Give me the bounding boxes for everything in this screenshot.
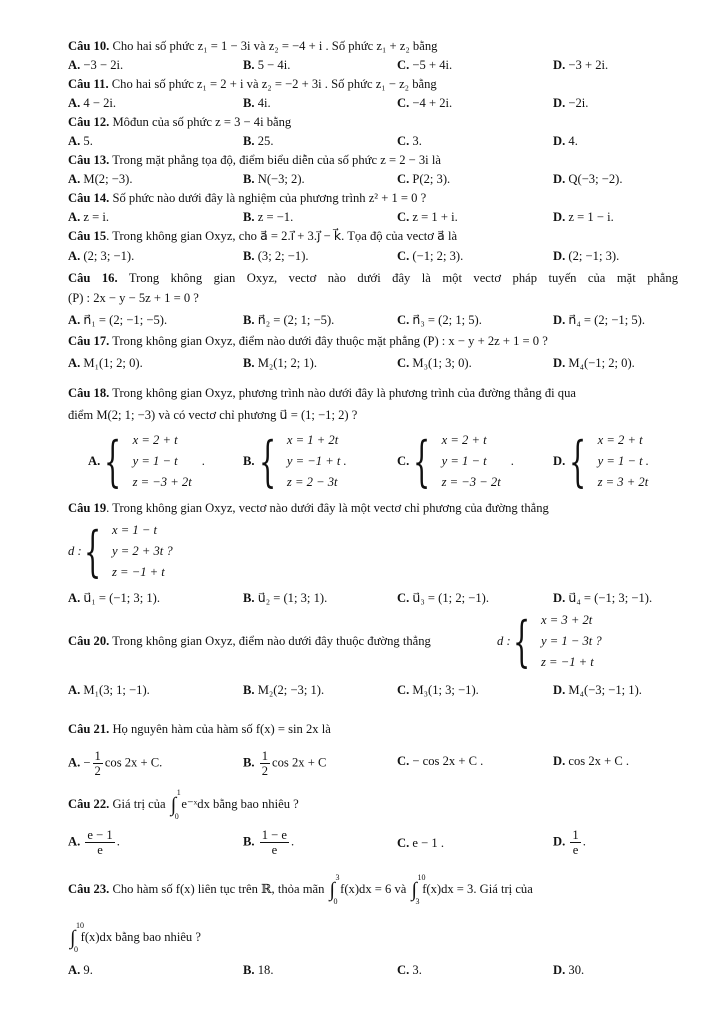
option-d[interactable]: D. n⃗₄ = (2; −1; 5). <box>553 313 646 327</box>
option-d[interactable]: D. z = 1 − i. <box>553 210 614 224</box>
options-row <box>0 95 725 112</box>
option-b[interactable]: B. n⃗₂ = (2; 1; −5). <box>243 313 335 327</box>
options-row <box>0 312 725 329</box>
integral-sign: ∫ 1 0 <box>170 788 181 821</box>
option-a[interactable]: A. 9. <box>68 963 93 977</box>
question-23-line2: ∫ 10 0 f(x)dx bằng bao nhiêu ? <box>70 921 201 954</box>
question-text: Trong mặt phẳng tọa độ, điểm biểu diễn của số phức z = 2 − 3i là <box>112 153 441 167</box>
options-row <box>0 826 725 862</box>
option-d[interactable]: D. 30. <box>553 963 585 977</box>
option-c[interactable]: C. P(2; 3). <box>397 172 451 186</box>
options-row <box>0 682 725 699</box>
integral-sign: ∫ 3 0 <box>329 873 340 906</box>
question-text: Trong không gian Oxyz, điểm nào dưới đây thuộc đường thẳng <box>112 634 431 648</box>
question-label: Câu 22. <box>68 796 110 811</box>
options-row <box>0 355 725 372</box>
options-row <box>0 171 725 188</box>
option-c[interactable]: C. 3. <box>397 134 422 148</box>
option-a[interactable]: A. 5. <box>68 134 93 148</box>
option-a[interactable]: A. (2; 3; −1). <box>68 249 135 263</box>
option-d[interactable]: D. u⃗₄ = (−1; 3; −1). <box>553 591 653 605</box>
question-label: Câu 15 <box>68 229 107 243</box>
question-19 <box>68 500 678 517</box>
options-row <box>0 57 725 74</box>
options-row <box>0 746 725 780</box>
option-d[interactable]: D. (2; −1; 3). <box>553 249 620 263</box>
question-label: Câu 11. <box>68 77 109 91</box>
question-label: Câu 16. <box>68 271 118 285</box>
option-c[interactable]: C. 3. <box>397 963 422 977</box>
question-22: Câu 22. Giá trị của ∫ 1 0 e⁻ˣdx bằng bao nhiêu ? <box>68 788 299 821</box>
option-b[interactable]: B. N(−3; 2). <box>243 172 305 186</box>
option-d[interactable]: D. 4. <box>553 134 578 148</box>
question-label: Câu 12. <box>68 115 110 129</box>
options-row <box>0 590 725 607</box>
question-label: Câu 13. <box>68 153 110 167</box>
option-c[interactable]: C. u⃗₃ = (1; 2; −1). <box>397 591 490 605</box>
question-17 <box>68 333 678 350</box>
option-b[interactable]: B. 4i. <box>243 96 271 110</box>
option-b[interactable]: B. { x = 1 + 2t y = −1 + t . z = 2 − 3t <box>243 429 347 493</box>
option-c[interactable]: C. −5 + 4i. <box>397 58 453 72</box>
question-label: Câu 14. <box>68 191 110 205</box>
option-b[interactable]: B. 18. <box>243 963 274 977</box>
option-a[interactable]: A. − $\frac{1}{2}$ cos 2x + C. <box>68 749 163 778</box>
question-text: Trong không gian Oxyz, vectơ nào dưới đây là một vectơ pháp tuyến của mặt phẳng <box>128 271 678 285</box>
option-c[interactable]: C. − cos 2x + C . <box>397 754 484 768</box>
option-b[interactable]: B. M₂(2; −3; 1). <box>243 683 325 697</box>
question-10 <box>68 38 678 55</box>
option-a[interactable]: A. −3 − 2i. <box>68 58 124 72</box>
question-18-line2: điểm M(2; 1; −3) và có vectơ chỉ phương u⃗ = (1; −1; 2) ? <box>68 408 358 422</box>
question-text: Số phức nào dưới đây là nghiệm của phương trình z² + 1 = 0 ? <box>112 191 427 205</box>
option-b[interactable]: B. u⃗₂ = (1; 3; 1). <box>243 591 328 605</box>
question-label: Câu 17. <box>68 334 110 348</box>
question-14 <box>68 190 678 207</box>
options-row <box>0 248 725 265</box>
option-b[interactable]: B. M₂(1; 2; 1). <box>243 356 318 370</box>
question-text: Môđun của số phức z = 3 − 4i bằng <box>112 115 292 129</box>
question-text: Trong không gian Oxyz, điểm nào dưới đây thuộc mặt phẳng (P) : x − y + 2z + 1 = 0 ? <box>112 334 548 348</box>
integral-sign: ∫ 10 0 <box>70 921 84 954</box>
question-label: Câu 10. <box>68 39 110 53</box>
question-label: Câu 21. <box>68 722 110 736</box>
question-label: Câu 20. <box>68 634 110 648</box>
option-c[interactable]: C. { x = 2 + t y = 1 − t z = −3 − 2t . <box>397 429 514 493</box>
option-b[interactable]: B. 5 − 4i. <box>243 58 291 72</box>
line-d-system: d : { x = 3 + 2t y = 1 − 3t ? z = −1 + t <box>497 609 602 673</box>
line-d-system: d : { x = 1 − t y = 2 + 3t ? z = −1 + t <box>68 519 173 583</box>
question-text: Họ nguyên hàm của hàm số f(x) = sin 2x là <box>112 722 331 736</box>
options-row <box>0 133 725 150</box>
question-label: Câu 18. <box>68 386 110 400</box>
option-d[interactable]: D. cos 2x + C . <box>553 754 630 768</box>
option-c[interactable]: C. e − 1 . <box>397 836 444 850</box>
question-text: Cho hai số phức z₁ = 1 − 3i và z₂ = −4 + i . Số phức z₁ + z₂ bằng <box>112 39 438 53</box>
option-c[interactable]: C. n⃗₃ = (2; 1; 5). <box>397 313 482 327</box>
question-text: Trong không gian Oxyz, phương trình nào dưới đây là phương trình của đường thẳng đi qua <box>112 386 576 400</box>
options-row <box>0 209 725 226</box>
option-d[interactable]: D. $\frac{1}{e}$ . <box>553 828 586 857</box>
option-a[interactable]: A. z = i. <box>68 210 110 224</box>
option-b[interactable]: B. 25. <box>243 134 274 148</box>
question-label: Câu 19 <box>68 501 107 515</box>
question-15 <box>68 228 678 245</box>
option-a[interactable]: A. { x = 2 + t y = 1 − t z = −3 + 2t . <box>88 429 205 493</box>
integral-sign: ∫ 10 3 <box>411 873 426 906</box>
question-12 <box>68 114 678 131</box>
question-label: Câu 23. <box>68 881 110 896</box>
question-21 <box>68 721 678 738</box>
option-c[interactable]: C. z = 1 + i. <box>397 210 458 224</box>
option-a[interactable]: A. u⃗₁ = (−1; 3; 1). <box>68 591 161 605</box>
option-b[interactable]: B. $\frac{1 - e}{e}$ . <box>243 828 295 857</box>
question-13 <box>68 152 678 169</box>
option-b[interactable]: B. z = −1. <box>243 210 294 224</box>
question-23: Câu 23. Cho hàm số f(x) liên tục trên ℝ, thỏa mãn ∫ 3 0 f(x)dx = 6 và ∫ 10 3 f(x)dx = 3. Giá trị của <box>68 873 533 906</box>
question-11 <box>68 76 678 93</box>
option-d[interactable]: D. { x = 2 + t y = 1 − t . z = 3 + 2t <box>553 429 649 493</box>
option-a[interactable]: A. n⃗₁ = (2; −1; −5). <box>68 313 168 327</box>
option-b[interactable]: B. (3; 2; −1). <box>243 249 309 263</box>
option-a[interactable]: A. 4 − 2i. <box>68 96 117 110</box>
options-row <box>0 962 725 979</box>
option-a[interactable]: A. $\frac{e - 1}{e}$ . <box>68 828 120 857</box>
option-d[interactable]: D. M₄(−3; −1; 1). <box>553 683 642 697</box>
question-16-line2: (P) : 2x − y − 5z + 1 = 0 ? <box>68 291 199 305</box>
option-d[interactable]: D. −3 + 2i. <box>553 58 609 72</box>
option-d[interactable]: D. M₄(−1; 2; 0). <box>553 356 635 370</box>
question-18 <box>68 385 678 402</box>
question-text: . Trong không gian Oxyz, vectơ nào dưới đây là một vectơ chỉ phương của đường thẳng <box>106 501 549 515</box>
option-c[interactable]: C. M₃(1; 3; −1). <box>397 683 479 697</box>
option-a[interactable]: A. M₁(3; 1; −1). <box>68 683 150 697</box>
question-16 <box>68 270 678 287</box>
option-d[interactable]: D. Q(−3; −2). <box>553 172 623 186</box>
option-d[interactable]: D. −2i. <box>553 96 589 110</box>
option-b[interactable]: B. $\frac{1}{2}$ cos 2x + C <box>243 749 327 778</box>
option-a[interactable]: A. M(2; −3). <box>68 172 133 186</box>
option-c[interactable]: C. M₃(1; 3; 0). <box>397 356 472 370</box>
question-text: Cho hai số phức z₁ = 2 + i và z₂ = −2 + 3i . Số phức z₁ − z₂ bằng <box>111 77 437 91</box>
option-c[interactable]: C. −4 + 2i. <box>397 96 453 110</box>
option-a[interactable]: A. M₁(1; 2; 0). <box>68 356 143 370</box>
option-c[interactable]: C. (−1; 2; 3). <box>397 249 464 263</box>
question-text: . Trong không gian Oxyz, cho a⃗ = 2.i⃗ + 3.j⃗ − k⃗. Tọa độ của vectơ a⃗ là <box>106 229 458 243</box>
